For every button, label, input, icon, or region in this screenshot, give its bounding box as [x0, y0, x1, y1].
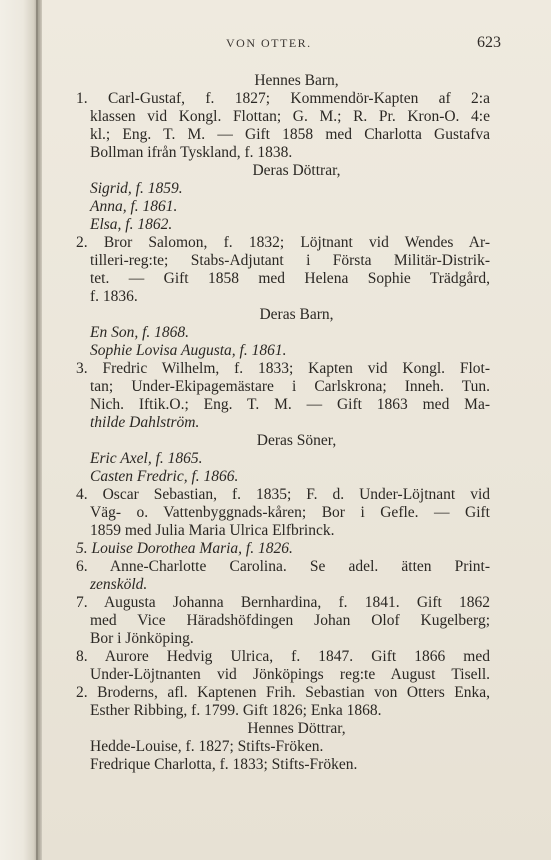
text-line: 2. Bror Salomon, f. 1832; Löjtnant vid Wendes Ar- — [76, 234, 490, 251]
page-number: 623 — [477, 34, 501, 51]
section-heading: Hennes Döttrar, — [247, 720, 346, 737]
section-heading: Hennes Barn, — [254, 72, 339, 89]
text-line: Under-Löjtnanten vid Jönköpings reg:te August Tisell. — [90, 666, 490, 683]
text-line: 7. Augusta Johanna Bernhardina, f. 1841. Gift 1862 — [76, 594, 490, 611]
text-line: kl.; Eng. T. M. — Gift 1858 med Charlotta Gustafva — [90, 126, 490, 143]
text-line: Bollman ifrån Tyskland, f. 1838. — [90, 144, 293, 161]
text-line: klassen vid Kongl. Flottan; G. M.; R. Pr. Kron-O. 4:e — [90, 108, 490, 125]
text-line: Väg- o. Vattenbyggnads-kåren; Bor i Gefle. — Gift — [90, 504, 490, 521]
text-line: tet. — Gift 1858 med Helena Sophie Trädgård, — [90, 270, 490, 287]
text-line: Anna, f. 1861. — [90, 198, 178, 215]
text-line: Sophie Lovisa Augusta, f. 1861. — [90, 342, 287, 359]
text-line: 3. Fredric Wilhelm, f. 1833; Kapten vid Kongl. Flot- — [76, 360, 490, 377]
text-line: Esther Ribbing, f. 1799. Gift 1826; Enka 1868. — [90, 702, 382, 719]
section-heading: Deras Söner, — [256, 432, 337, 449]
text-line: Nich. Iftik.O.; Eng. T. M. — Gift 1863 med Ma- — [90, 396, 490, 413]
gutter-line — [36, 0, 38, 860]
section-heading: Deras Döttrar, — [252, 162, 341, 179]
section-heading: Deras Barn, — [259, 306, 334, 323]
text-line: Bor i Jönköping. — [90, 630, 194, 647]
text-line: thilde Dahlström. — [90, 414, 200, 431]
text-line: 6. Anne-Charlotte Carolina. Se adel. ätten Print- — [76, 558, 490, 575]
text-line: med Vice Häradshöfdingen Johan Olof Kugelberg; — [90, 612, 490, 629]
text-line: f. 1836. — [90, 288, 138, 305]
text-line: Elsa, f. 1862. — [90, 216, 173, 233]
text-line: Casten Fredric, f. 1866. — [90, 468, 239, 485]
text-line: zensköld. — [90, 576, 148, 593]
running-title: VON OTTER. — [226, 36, 312, 50]
text-line: En Son, f. 1868. — [90, 324, 190, 341]
text-line: Sigrid, f. 1859. — [90, 180, 183, 197]
text-line: 1859 med Julia Maria Ulrica Elfbrinck. — [90, 522, 335, 539]
text-line: Hedde-Louise, f. 1827; Stifts-Fröken. — [90, 738, 324, 755]
text-line: 1. Carl-Gustaf, f. 1827; Kommendör-Kapten af 2:a — [76, 90, 490, 107]
text-line: 5. Louise Dorothea Maria, f. 1826. — [76, 540, 293, 557]
text-line: 8. Aurore Hedvig Ulrica, f. 1847. Gift 1866 med — [76, 648, 490, 665]
text-line: Eric Axel, f. 1865. — [90, 450, 203, 467]
text-line: 2. Broderns, afl. Kaptenen Frih. Sebastian von Otters Enka, — [76, 684, 490, 701]
text-line: tan; Under-Ekipagemästare i Carlskrona; Inneh. Tun. — [90, 378, 490, 395]
text-line: tilleri-reg:te; Stabs-Adjutant i Första Militär-Distrik- — [90, 252, 490, 269]
page-header — [42, 36, 551, 56]
book-page — [42, 0, 551, 860]
text-line: Fredrique Charlotta, f. 1833; Stifts-Fröken. — [90, 756, 358, 773]
text-line: 4. Oscar Sebastian, f. 1835; F. d. Under-Löjtnant vid — [76, 486, 490, 503]
